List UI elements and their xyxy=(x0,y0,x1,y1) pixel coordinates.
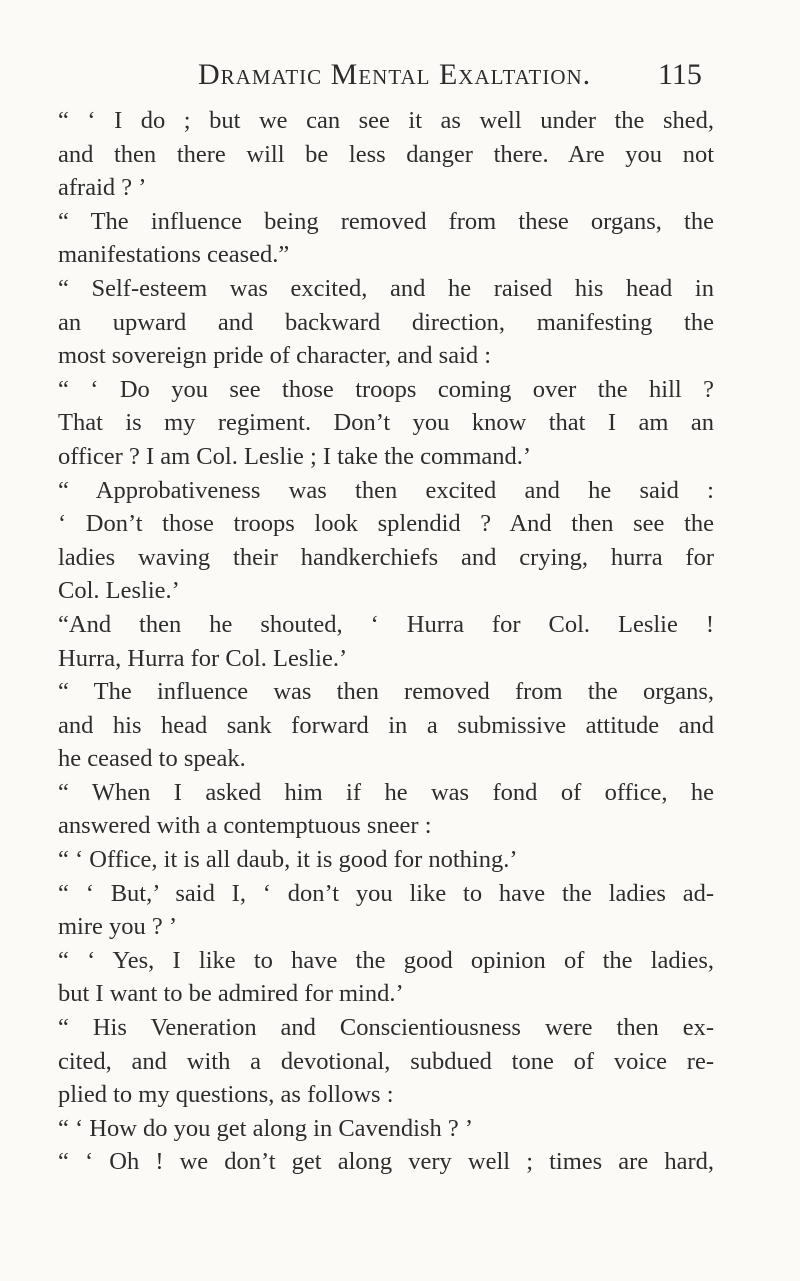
paragraph xyxy=(40,877,714,944)
body-text xyxy=(40,104,714,1179)
text-line: “And then he shouted, ‘ Hurra for Col. Leslie ! xyxy=(58,610,714,638)
text-line: “ ‘ Oh ! we don’t get along very well ; times are hard, xyxy=(58,1148,714,1176)
text-line: but I want to be admired for mind.’ xyxy=(58,980,404,1008)
paragraph xyxy=(40,843,714,877)
paragraph xyxy=(40,1112,714,1146)
text-line: and then there will be less danger there. Are you not xyxy=(58,140,714,168)
text-line: ‘ Don’t those troops look splendid ? And then see the xyxy=(58,510,714,538)
text-line: “ Approbativeness was then excited and he said : xyxy=(58,476,714,504)
paragraph xyxy=(40,1011,714,1112)
text-line: and his head sank forward in a submissive attitude and xyxy=(58,711,714,739)
paragraph xyxy=(40,776,714,843)
text-line: afraid ? ’ xyxy=(58,174,147,202)
paragraph xyxy=(40,608,714,675)
paragraph xyxy=(40,1145,714,1179)
paragraph xyxy=(40,272,714,373)
text-line: “ ‘ But,’ said I, ‘ don’t you like to have the ladies ad- xyxy=(58,879,714,907)
text-line: manifestations ceased.” xyxy=(58,241,290,269)
text-line: officer ? I am Col. Leslie ; I take the command.’ xyxy=(58,442,532,470)
text-line: “ ‘ I do ; but we can see it as well under the shed, xyxy=(58,107,714,134)
text-line: cited, and with a devotional, subdued tone of voice re- xyxy=(58,1047,714,1075)
paragraph xyxy=(40,675,714,776)
text-line: he ceased to speak. xyxy=(58,745,246,773)
page-number: 115 xyxy=(658,58,702,91)
text-line: “ His Veneration and Conscientiousness were then ex- xyxy=(58,1014,714,1042)
paragraph xyxy=(40,373,714,474)
text-line: answered with a contemptuous sneer : xyxy=(58,812,432,840)
text-line: ladies waving their handkerchiefs and crying, hurra for xyxy=(58,543,714,571)
running-title: Dramatic Mental Exaltation. xyxy=(198,58,592,91)
text-line: “ ‘ Do you see those troops coming over the hill ? xyxy=(58,375,714,403)
paragraph xyxy=(40,474,714,608)
paragraph xyxy=(40,104,714,205)
text-line: “ ‘ Yes, I like to have the good opinion of the ladies, xyxy=(58,946,714,974)
text-line: “ The influence being removed from these organs, the xyxy=(58,207,714,235)
text-line: “ ‘ How do you get along in Cavendish ? ’ xyxy=(58,1114,474,1142)
page-header xyxy=(0,58,800,98)
text-line: “ When I asked him if he was fond of office, he xyxy=(58,778,714,806)
text-line: an upward and backward direction, manifesting the xyxy=(58,308,714,336)
paragraph xyxy=(40,944,714,1011)
text-line: “ ‘ Office, it is all daub, it is good for nothing.’ xyxy=(58,846,518,874)
text-line: plied to my questions, as follows : xyxy=(58,1081,394,1109)
paragraph xyxy=(40,205,714,272)
text-line: Col. Leslie.’ xyxy=(58,577,180,605)
text-line: Hurra, Hurra for Col. Leslie.’ xyxy=(58,644,348,672)
text-line: That is my regiment. Don’t you know that I am an xyxy=(58,409,714,437)
text-line: “ The influence was then removed from the organs, xyxy=(58,678,714,706)
text-line: mire you ? ’ xyxy=(58,913,178,941)
text-line: most sovereign pride of character, and said : xyxy=(58,342,492,370)
text-line: “ Self-esteem was excited, and he raised his head in xyxy=(58,274,714,302)
